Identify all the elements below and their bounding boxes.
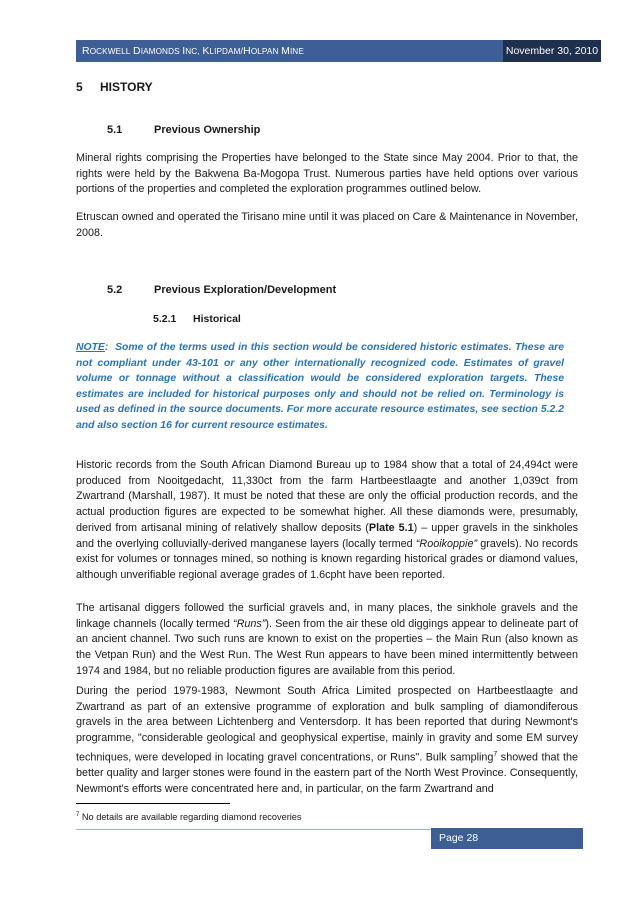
- section-title: Historical: [193, 313, 241, 325]
- section-title: Previous Ownership: [154, 124, 261, 136]
- local-term: “Runs”: [233, 617, 266, 630]
- paragraph-ownership-2: Etruscan owned and operated the Tirisano mine until it was placed on Care & Maintenance in November, 2008.: [76, 211, 578, 239]
- section-number: 5.1: [107, 124, 123, 136]
- page-number: Page 28: [431, 828, 583, 849]
- header-date: November 30, 2010: [503, 40, 601, 62]
- section-heading-5-2: [107, 284, 336, 296]
- footnote-divider: [76, 803, 230, 804]
- paragraph-newmont: [76, 684, 578, 798]
- note-text: Some of the terms used in this section would be considered historic estimates. These are not compliant under 43-101 or any other internationally recognized code. Estimates of gravel volume or tonnage without a classification would be considered exploration targets. These estimates are included for historical purposes only and should not be relied on. Terminology is used as defined in the source documents. For more accurate resource estimates, see section 5.2.2 and also section 16 for current resource estimates.: [76, 342, 564, 431]
- section-heading-5-2-1: [153, 313, 241, 325]
- footnote-ref[interactable]: 7: [493, 750, 498, 758]
- paragraph-historic-records: [76, 458, 578, 584]
- local-term: “Rooikoppie”: [415, 537, 478, 550]
- note-label: NOTE: [76, 342, 105, 353]
- text-run: Historic records from the South African Diamond Bureau up to 1984 show that a total of 24,494ct were produced from Nooitgedacht, 11,330ct from the farm Hartbeestlaagte and another 1,039ct from Zwartrand (Marshall, 1987). It must be noted that these are only the official production records, and the actual production figures are expected to be somewhat higher. All these diamonds were, presumably, derived from artisanal mining of relatively shallow deposits (: [76, 459, 578, 534]
- historic-estimates-note: NOTE: Some of the terms used in this section would be considered historic estimates. These are not compliant under 43-101 or any other internationally recognized code. Estimates of gravel volume or tonnage without a classification would be considered exploration targets. These estimates are included for historical purposes only and should not be relied on. Terminology is used as defined in the source documents. For more accurate resource estimates, see section 5.2.2 and also section 16 for current resource estimates.: [76, 342, 564, 431]
- footnote-marker: 7: [76, 812, 80, 818]
- section-number: 5.2.1: [153, 313, 177, 325]
- text-run: The artisanal diggers followed the surficial gravels and, in many places, the sinkhole gravels and the linkage channels (locally termed: [76, 602, 578, 630]
- section-number: 5: [76, 80, 83, 94]
- section-heading-5-1: [107, 124, 260, 136]
- header-company-title: [76, 40, 503, 62]
- text-run: gravels). No records exist for volumes or tonnages mined, so nothing is known regarding historical grades or diamond values, although unverifiable regional average grades of 1.6cpht have been reported.: [76, 537, 578, 581]
- text-run: showed that the better quality and larger stones were found in the eastern part of the North West Province. Consequently, Newmont's efforts were concentrated here and, in particular, on the farm Zwartrand and: [76, 751, 578, 795]
- footnote: [76, 812, 302, 822]
- text-run: During the period 1979-1983, Newmont South Africa Limited prospected on Hartbeestlaagte and Zwartrand as part of an extensive programme of exploration and bulk sampling of diamondiferous gravels in the area between Lichtenberg and Ventersdorp. It has been reported that during Newmont's programme, "considerable geological and geophysical expertise, mainly in gravity and some EM survey techniques, were developed in locating gravel concentrations, or Runs". Bulk sampling: [76, 685, 578, 764]
- section-heading-5: [76, 80, 153, 94]
- company-title-text: ROCKWELL DIAMONDS INC, KLIPDAM/HOLPAN MINE: [82, 45, 304, 57]
- text-run: ). Seen from the air these old diggings appear to delineate part of an ancient channel. Two such runs are known to exist on the properties – the Main Run (also known as the Vetpan Run) and the West Run. The West Run appears to have been mined intermittently between 1974 and 1984, but no reliable production figures are available from this period.: [76, 617, 578, 677]
- page-header: [76, 40, 601, 62]
- section-title: HISTORY: [100, 80, 153, 94]
- footnote-text: No details are available regarding diamond recoveries: [81, 812, 302, 823]
- section-title: Previous Exploration/Development: [154, 284, 337, 296]
- text-run: ) – upper gravels in the sinkholes and the overlying colluvially-derived manganese layers (locally termed: [76, 521, 578, 550]
- paragraph-artisanal-diggers: [76, 601, 578, 680]
- section-number: 5.2: [107, 284, 123, 296]
- footer-rule: [76, 829, 431, 830]
- paragraph-ownership-1: Mineral rights comprising the Properties have belonged to the State since May 2004. Prior to that, the rights were held by the Bakwena Ba-Mogopa Trust. Numerous parties have held options over various portions of the properties and completed the exploration programmes outlined below.: [76, 152, 578, 196]
- plate-reference: Plate 5.1: [368, 521, 414, 534]
